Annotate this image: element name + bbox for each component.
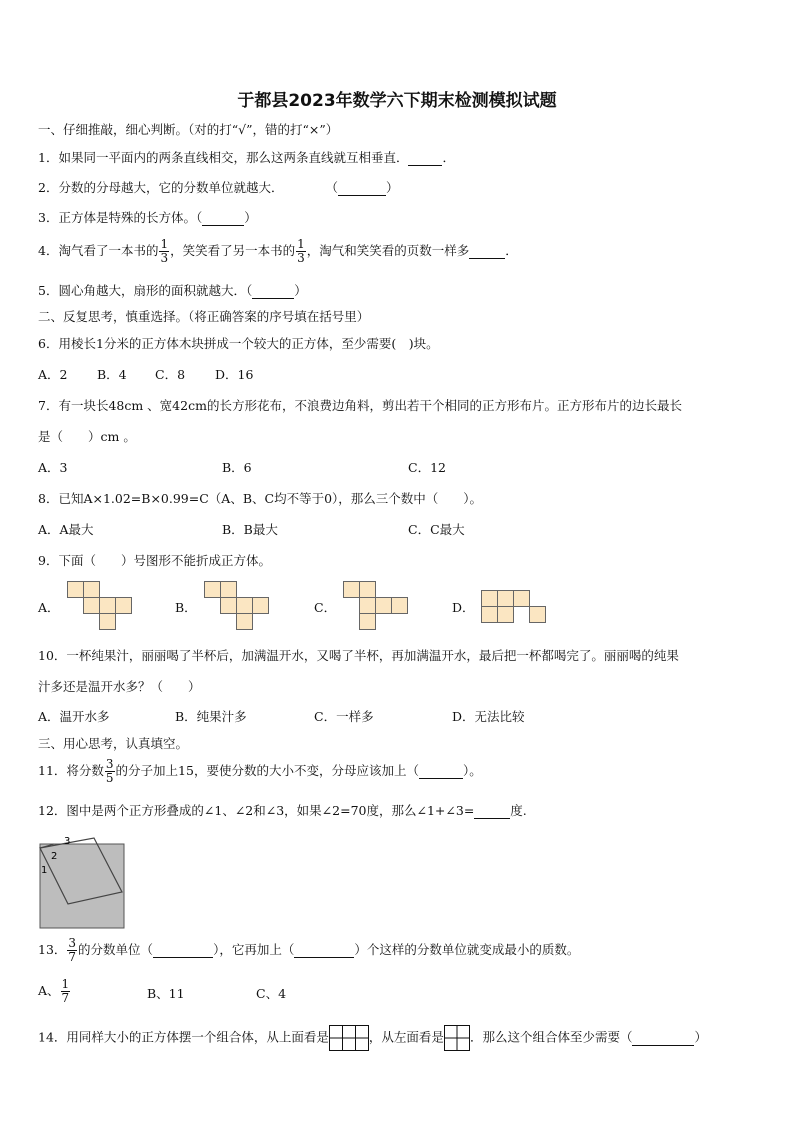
q1-tail: ．	[442, 150, 455, 165]
q5-blank[interactable]	[252, 283, 294, 299]
net-b-face-1	[205, 582, 221, 598]
question-4	[38, 238, 518, 265]
net-c-face-6	[360, 614, 376, 630]
question-5	[38, 281, 307, 299]
q4-fraction-1: $\frac{1}{3}$	[160, 237, 169, 265]
left-view-grid-icon	[444, 1025, 470, 1051]
question-14	[38, 1025, 707, 1051]
q13-part1: 13．	[38, 942, 67, 957]
q10-option-d[interactable]: D．无法比较	[452, 709, 525, 724]
angle-1-label: 1	[41, 865, 48, 876]
q6-option-c[interactable]: C．8	[155, 367, 186, 382]
question-11	[38, 758, 482, 785]
angle-2-label: 2	[51, 851, 58, 862]
q4-part1: 4．淘气看了一本书的	[38, 243, 159, 258]
net-d-face-3	[514, 591, 530, 607]
net-b-face-4	[237, 598, 253, 614]
q13-option-b[interactable]: B、11	[147, 986, 185, 1001]
q3-paren-close: ）	[244, 210, 257, 225]
q10-option-c[interactable]: C．一样多	[314, 709, 374, 724]
q12-text: 12．图中是两个正方形叠成的∠1、∠2和∠3，如果∠2=70度，那么∠1+∠3=	[38, 803, 475, 818]
net-d-face-6	[530, 607, 546, 623]
q14-part3: ．那么这个组合体至少需要（	[469, 1029, 633, 1045]
net-a-face-4	[100, 598, 116, 614]
q11-fraction: $\frac{3}{5}$	[105, 757, 114, 785]
q7-option-c[interactable]: C．12	[408, 460, 446, 475]
question-7-line2: 是（ ）cm 。	[38, 429, 136, 444]
net-d-face-4	[482, 607, 498, 623]
net-c-face-1	[344, 582, 360, 598]
q12-blank[interactable]	[474, 803, 510, 819]
question-10-line2: 汁多还是温开水多？（ ）	[38, 679, 201, 694]
question-1	[38, 148, 455, 166]
q2-blank[interactable]	[338, 180, 386, 196]
overlapping-squares-figure	[38, 832, 130, 928]
net-a-face-5	[100, 614, 116, 630]
net-b-face-3	[221, 598, 237, 614]
question-2	[38, 178, 399, 196]
q10-option-a[interactable]: A．温开水多	[38, 709, 110, 724]
net-a-face-1	[68, 582, 84, 598]
q13-part3: ），它再加上（	[213, 942, 295, 957]
section2-heading: 二、反复思考，慎重选择。（将正确答案的序号填在括号里）	[38, 309, 370, 324]
q9-option-b[interactable]: B．	[175, 600, 197, 615]
net-a-face-3	[84, 598, 100, 614]
q9-option-d[interactable]: D．	[452, 600, 475, 615]
q8-option-a[interactable]: A．A最大	[38, 522, 94, 537]
q4-part2: ，笑笑看了另一本书的	[170, 243, 296, 258]
net-d-face-5	[498, 607, 514, 623]
q5-text: 5．圆心角越大，扇形的面积就越大．（	[38, 283, 253, 298]
q2-paren-open: （	[325, 180, 338, 195]
question-8: 8．已知A×1.02=B×0.99=C（A、B、C均不等于0），那么三个数中（ ）。	[38, 491, 483, 506]
cube-net-b	[204, 581, 268, 629]
q2-text: 2．分数的分母越大，它的分数单位就越大．	[38, 180, 284, 195]
q9-option-a[interactable]: A．	[38, 600, 60, 615]
question-7-line1: 7．有一块长48cm 、宽42cm的长方形花布，不浪费边角料，剪出若干个相同的正方形布片。正方形布片的边长最长	[38, 398, 682, 413]
q8-option-c[interactable]: C．C最大	[408, 522, 465, 537]
question-13	[38, 937, 579, 964]
top-view-grid-icon	[329, 1025, 369, 1051]
q13-blank-1[interactable]	[153, 942, 213, 958]
cube-net-d	[481, 590, 545, 622]
question-12	[38, 801, 527, 819]
q5-paren-close: ）	[294, 283, 307, 298]
net-c-face-5	[392, 598, 408, 614]
q10-option-b[interactable]: B．纯果汁多	[175, 709, 247, 724]
q6-option-d[interactable]: D．16	[215, 367, 254, 382]
q13-fraction: $\frac{3}{7}$	[68, 936, 77, 964]
q9-option-c[interactable]: C．	[314, 600, 337, 615]
q11-blank[interactable]	[419, 763, 463, 779]
q11-tail: ）。	[462, 763, 482, 778]
angle-3-label: 3	[64, 836, 71, 847]
q2-paren-close: ）	[385, 180, 399, 195]
q3-text: 3．正方体是特殊的长方体。（	[38, 210, 203, 225]
net-c-face-4	[376, 598, 392, 614]
q7-option-b[interactable]: B．6	[222, 460, 252, 475]
q4-blank[interactable]	[469, 243, 505, 259]
cube-net-c	[343, 581, 407, 629]
q11-part2: 的分子加上15，要使分数的大小不变，分母应该加上（	[115, 763, 419, 778]
q1-blank[interactable]	[408, 150, 442, 166]
question-6: 6．用棱长1分米的正方体木块拼成一个较大的正方体，至少需要( )块。	[38, 336, 439, 351]
q13-part4: ）个这样的分数单位就变成最小的质数。	[354, 942, 580, 957]
section1-heading: 一、仔细推敲，细心判断。（对的打“√”，错的打“×”）	[38, 122, 339, 137]
q4-fraction-2: $\frac{1}{3}$	[297, 237, 305, 265]
q13-blank-2[interactable]	[294, 942, 354, 958]
net-b-face-5	[253, 598, 269, 614]
q1-text: 1．如果同一平面内的两条直线相交，那么这两条直线就互相垂直．	[38, 150, 409, 165]
q13-part2: 的分数单位（	[78, 942, 154, 957]
net-b-face-2	[221, 582, 237, 598]
q14-part2: ，从左面看是	[368, 1029, 444, 1045]
q4-part3: ，淘气和笑笑看的页数一样多	[306, 243, 470, 258]
q7-option-a[interactable]: A．3	[38, 460, 68, 475]
q13-option-c[interactable]: C、4	[256, 986, 287, 1001]
net-a-face-2	[84, 582, 100, 598]
net-c-face-3	[360, 598, 376, 614]
question-9: 9．下面（ ）号图形不能折成正方体。	[38, 553, 271, 568]
net-b-face-6	[237, 614, 253, 630]
net-c-face-2	[360, 582, 376, 598]
q12-tail: 度.	[510, 803, 527, 818]
q14-blank[interactable]	[632, 1030, 694, 1046]
section3-heading: 三、用心思考，认真填空。	[38, 736, 189, 751]
cube-net-a	[67, 581, 131, 629]
q8-option-b[interactable]: B．B最大	[222, 522, 278, 537]
q6-option-a[interactable]: A．2	[38, 367, 68, 382]
page-title: 于都县2023年数学六下期末检测模拟试题	[237, 91, 557, 111]
question-3	[38, 208, 257, 226]
q13-option-a[interactable]: A、 $\frac{1}{7}$	[38, 977, 70, 1005]
net-d-face-1	[482, 591, 498, 607]
net-d-face-2	[498, 591, 514, 607]
q3-blank[interactable]	[202, 210, 244, 226]
q11-part1: 11．将分数	[38, 763, 104, 778]
q4-tail: ．	[505, 243, 518, 258]
q6-option-b[interactable]: B．4	[97, 367, 127, 382]
net-a-face-6	[116, 598, 132, 614]
q14-tail: ）	[694, 1029, 707, 1045]
question-10-line1: 10．一杯纯果汁，丽丽喝了半杯后，加满温开水，又喝了半杯，再加满温开水，最后把一杯都喝完了。丽丽喝的纯果	[38, 648, 679, 663]
q14-part1: 14．用同样大小的正方体摆一个组合体，从上面看是	[38, 1029, 329, 1045]
